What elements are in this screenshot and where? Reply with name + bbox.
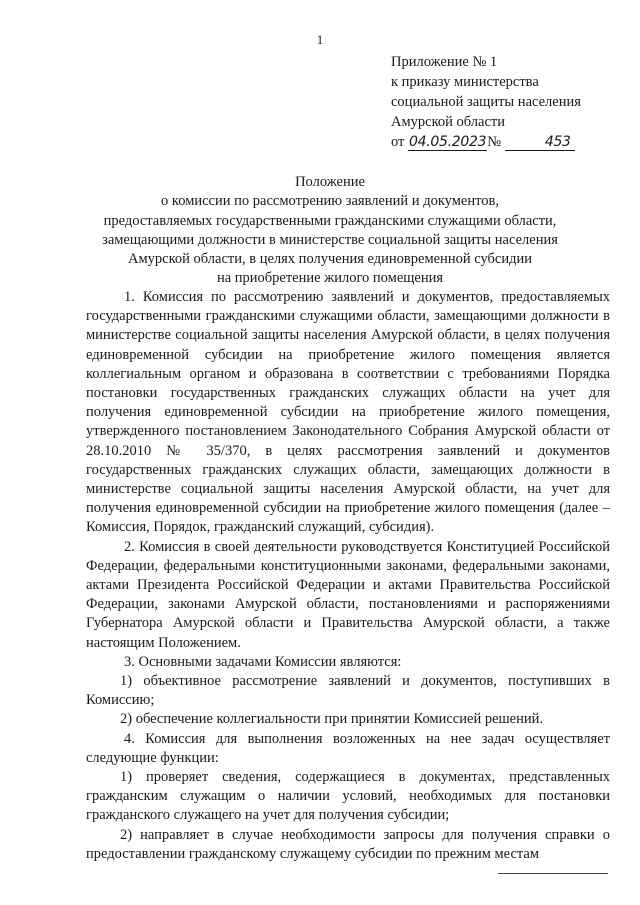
title-line: о комиссии по рассмотрению заявлений и документов, [161,193,499,210]
title-line: на приобретение жилого помещения [216,270,444,287]
subitem-4-1: 1) проверяет сведения, содержащиеся в документах, представленных гражданским служащим о наличии условий, необходимых для постановки гражданского служащего на учет для получения субсидии; [86,769,610,824]
subitem-3-1: 1) объективное рассмотрение заявлений и документов, поступивших в Комиссию; [86,673,610,709]
handwritten-date: 04.05.2023 [409,134,487,150]
paragraph-1: 1. Комиссия по рассмотрению заявлений и документов, предоставляемых государственными гражданскими служащими области, замещающими должности в министерстве социальной защиты населения Амурской области, в целях получения единовременной субсидии на приобретение жилого помещения является коллегиальным органом и образована в соответствии с требованиями Порядка постановки государственных гражданских служащих области на учет для получения единовременной субсидии на приобретение жилого помещения, утвержденного постановлением Законодательного Собрания Амурской области от 28.10.2010 № 35/370, в целях рассмотрения заявлений и документов государственных гражданских служащих области, замещающих должности в министерстве социальной защиты населения Амурской области, на учет для получения единовременной субсидии на приобретение жилого помещения (далее – Комиссия, Порядок, гражданский служащий, субсидия). [86,289,610,536]
title-line: Амурской области, в целях получения единовременной субсидии [127,251,532,268]
handwritten-number: 453 [505,135,575,151]
paragraph-2: 2. Комиссия в своей деятельности руководствуется Конституцией Российской Федерации, федеральными конституционными законами, федеральными законами, актами Президента Российской Федерации и актами Правительства Российской Федерации, законами Амурской области, постановлениями и распоряжениями Губернатора Амурской области и Правительства Амурской области, а также настоящим Положением. [86,538,610,651]
subitem-4-2: 2) направляет в случае необходимости запросы для получения справки о предоставлении гражданскому служащему субсидии по прежним местам [86,826,610,862]
document-body [86,288,610,864]
title-line: замещающими должности в министерстве социальной защиты населения [102,231,558,248]
appendix-ministry-line: социальной защиты населения [391,94,581,110]
document-title [60,173,600,289]
appendix-title: Приложение № 1 [391,54,498,70]
title-heading: Положение [295,174,365,190]
number-label: № [487,134,502,150]
subitem-3-2: 2) обеспечение коллегиальности при принятии Комиссией решений. [120,711,544,728]
page-number: 1 [316,32,324,47]
footer-rule [498,873,608,874]
paragraph-4: 4. Комиссия для выполнения возложенных на нее задач осуществляет следующие функции: [86,730,610,766]
title-line: предоставляемых государственными гражданскими служащими области, [103,212,557,229]
appendix-order-line: к приказу министерства [391,74,539,90]
appendix-block [391,52,581,152]
appendix-date-number-line [391,132,581,152]
appendix-region-line: Амурской области [391,114,505,130]
paragraph-3: 3. Основными задачами Комиссии являются: [124,653,402,670]
from-label: от [391,134,405,150]
